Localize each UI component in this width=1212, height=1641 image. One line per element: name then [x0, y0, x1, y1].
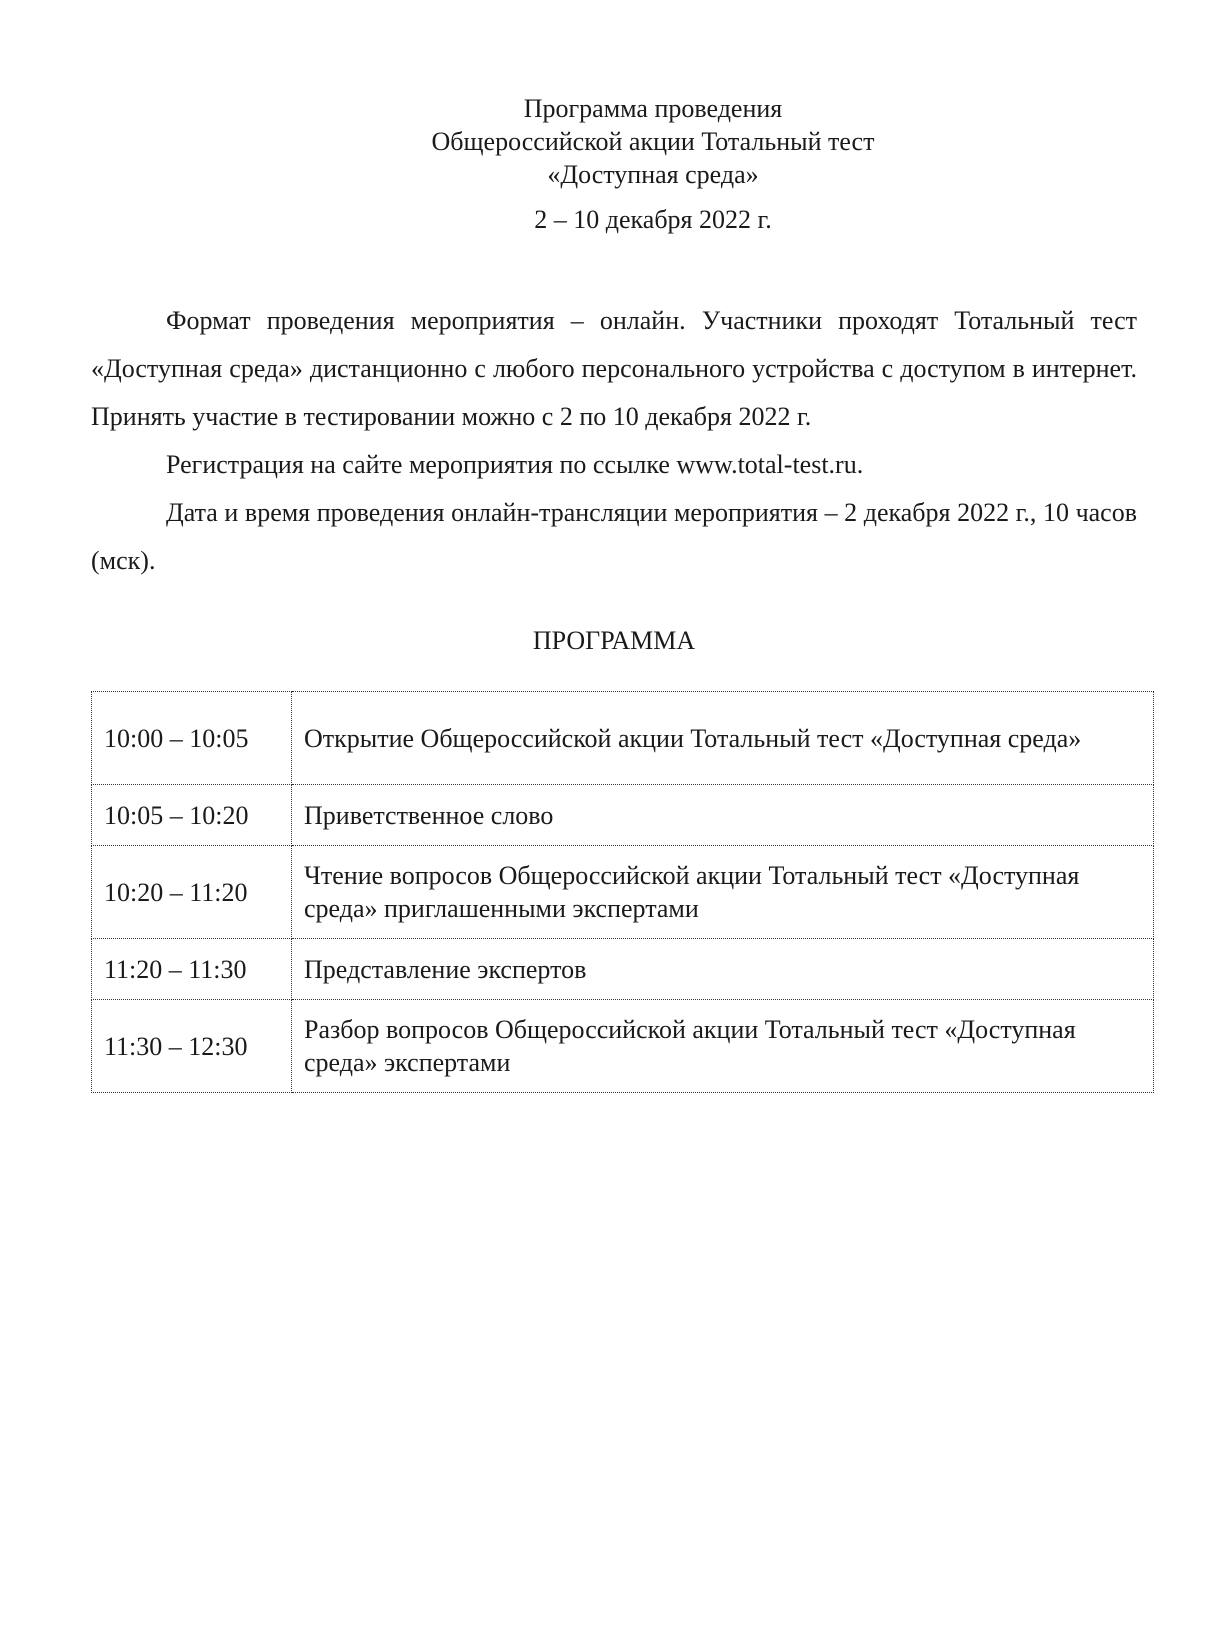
- event-cell: Открытие Общероссийской акции Тотальный тест «Доступная среда»: [292, 692, 1154, 785]
- time-cell: 10:05 – 10:20: [92, 785, 292, 846]
- table-row: [92, 846, 1154, 939]
- table-row: [92, 1000, 1154, 1093]
- format-paragraph: Формат проведения мероприятия – онлайн. Участники проходят Тотальный тест «Доступная среда» дистанционно с любого персонального устройства с доступом в интернет. Принять участие в тестировании можно с 2 по 10 декабря 2022 г.: [91, 306, 1137, 431]
- time-cell: 10:00 – 10:05: [92, 692, 292, 785]
- title-line-2: Общероссийской акции Тотальный тест: [431, 127, 875, 156]
- table-row: [92, 939, 1154, 1000]
- registration-paragraph: Регистрация на сайте мероприятия по ссылке www.total-test.ru.: [166, 450, 864, 479]
- event-description: [91, 297, 1137, 585]
- event-cell: Чтение вопросов Общероссийской акции Тотальный тест «Доступная среда» приглашенными экспертами: [292, 846, 1154, 939]
- event-cell: Разбор вопросов Общероссийской акции Тотальный тест «Доступная среда» экспертами: [292, 1000, 1154, 1093]
- program-heading: ПРОГРАММА: [532, 626, 696, 655]
- document-title: [0, 92, 1212, 236]
- event-cell: Представление экспертов: [292, 939, 1154, 1000]
- time-cell: 11:30 – 12:30: [92, 1000, 292, 1093]
- event-cell: Приветственное слово: [292, 785, 1154, 846]
- broadcast-paragraph: Дата и время проведения онлайн-трансляции мероприятия – 2 декабря 2022 г., 10 часов (мск).: [91, 498, 1137, 575]
- event-dates: 2 – 10 декабря 2022 г.: [534, 205, 772, 234]
- program-table: [91, 691, 1154, 1093]
- time-cell: 11:20 – 11:30: [92, 939, 292, 1000]
- table-row: [92, 785, 1154, 846]
- time-cell: 10:20 – 11:20: [92, 846, 292, 939]
- table-row: [92, 692, 1154, 785]
- title-line-3: «Доступная среда»: [547, 160, 759, 189]
- title-line-1: Программа проведения: [523, 94, 783, 123]
